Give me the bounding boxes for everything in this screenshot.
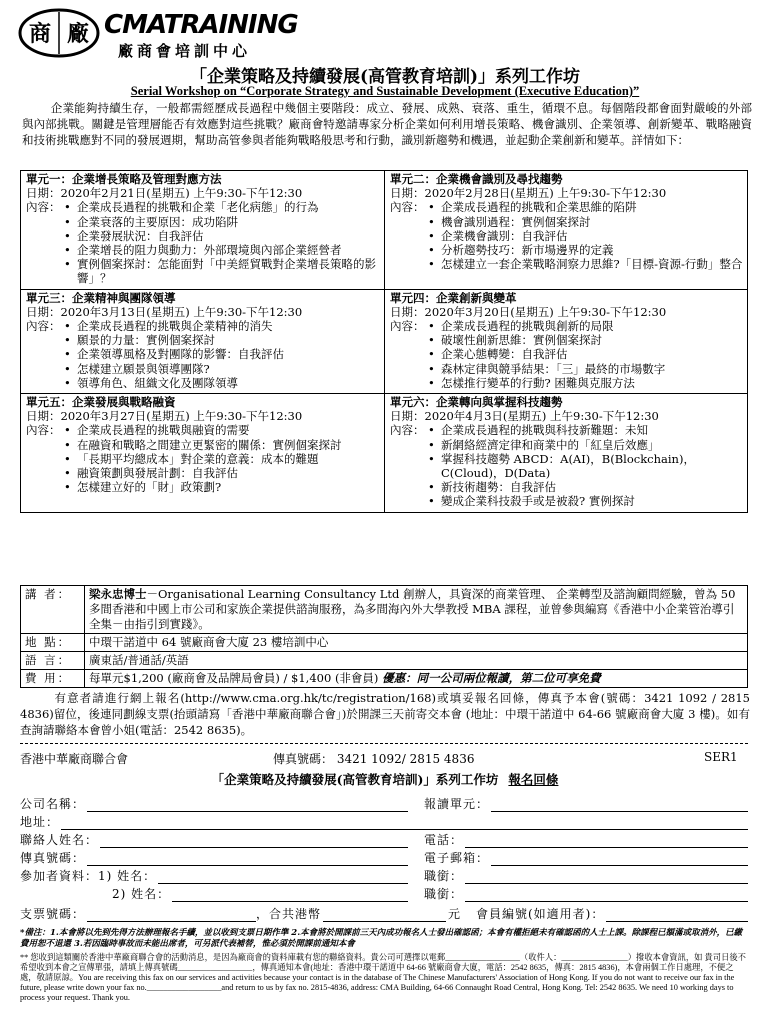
address-field[interactable] [20,814,748,830]
unit-item: • 願景的力量：實例個案探討 [62,333,284,347]
language-row [21,652,747,670]
remarks-note: *備注：1.本會將以先到先得方法辦理報名手續，並以收到支票日期作準 2.本會將於開課前三天內成功報名人士發出確認函；本會有權拒絕未有確認函的人士上課。除課程已額滿或取消外，已繳費用恕不退還 3.若因臨時事故而未能出席者，可另派代表補替，惟必須於開課前通知本會 [20,928,743,949]
participant1-title-field[interactable] [424,868,748,884]
fee-value [85,670,747,687]
unit-cell [21,290,384,393]
units-row [21,171,747,290]
speaker-name: 梁永忠博士 [89,587,147,601]
unit-title: 單元六：企業轉向與掌握科技趨勢 [390,395,563,410]
unit-item: • 企業成長過程的挑戰與創新的局限 [426,319,665,333]
total-field[interactable] [256,906,446,922]
phone-label: 電話： [424,833,464,847]
contact-input-line[interactable] [100,835,408,848]
unit-item: • 企業成長過程的挑戰與科技新難題：未知 [426,423,743,437]
email-input-line[interactable] [491,853,748,866]
page-title: 「企業策略及持續發展(高管教育培訓)」系列工作坊 [189,67,581,87]
header [18,8,298,60]
unit-cell [384,171,747,289]
unit-label: 報讀單元： [424,797,490,811]
unit-item: • 領導角色、組織文化及團隊領導 [62,376,284,390]
unit-input-line[interactable] [491,799,748,812]
page-subtitle: Serial Workshop on “Corporate Strategy and Sustainable Development (Executive Education)” [130,84,640,98]
units-row [21,394,747,512]
unit-item: • 企業領導風格及對團隊的影響：自我評估 [62,347,284,361]
form-code: SER1 [704,750,738,764]
participant1-input-line[interactable] [158,871,408,884]
cheque-field[interactable] [20,906,256,922]
fee-label: 費 用： [21,670,85,687]
participant2-input-line[interactable] [172,889,408,902]
address-label: 地址： [20,815,60,829]
unit-item: • 怎樣推行變革的行動? 困難與克服方法 [426,376,665,390]
company-label: 公司名稱： [20,797,86,811]
unit-item: • 怎樣建立好的「財」政策劃? [62,480,342,494]
unit-item-list [426,423,743,508]
fax-field[interactable] [20,850,408,866]
units-grid [20,170,748,513]
unit-cell [21,394,384,512]
unit-item: • 森林定律與競爭結果：「三」最終的市場數字 [426,362,665,376]
language-label: 語 言： [21,652,85,669]
fee-row [21,670,747,687]
unit-item: • 融資策劃與發展計劃：自我評估 [62,466,342,480]
svg-text:廠: 廠 [66,21,90,47]
participant1-title-input-line[interactable] [465,871,748,884]
unit-item: • 企業機會識別：自我評估 [426,229,742,243]
participant1-label: 參加者資料：1) 姓名： [20,869,157,883]
participant1-field[interactable] [20,868,408,884]
unit-content [26,423,380,494]
speaker-row [21,586,747,634]
fee-offer: 優惠：同一公司兩位報讀，第二位可享免費 [382,671,601,685]
form-fax: 傳真號碼： 3421 1092/ 2815 4836 [273,752,475,766]
fax-disclaimer: ** 您收到這類關於香港中華廠商聯合會的活動消息，是因為廠商會的資料庫載有您的聯絡資料。貴公司可選擇以電郵__________________（收件人：________________）撥收本會資訊，如 貴司日後不希望收到本會之宣傳單張，請填上傳真號碼__________________，傳真通知本會(地址：香港中環干諾道中 64-66 號廠商會大廈，電話：2542 8635，傳真：2815 4836)，本會兩個工作日處理，不便之處，敬請原諒。You are receiving this fax on our services and activities because your contact is in the database of The Chinese Manufacturers' Association of Hong Kong. If you do not want to receive our fax in the future, please write down your fax no.__________________and return to us by fax no. 2815-4836, address: CMA Building, 64-66 Connaught Road Central, Hong Kong. Tel: 2542 8635. We need 10 working days to process your request. Thank you. [20,953,746,1002]
unit-content-label: 內容： [26,200,61,215]
unit-field[interactable] [424,796,748,812]
email-field[interactable] [424,850,748,866]
unit-item: • 「長期平均總成本」對企業的意義：成本的難題 [62,452,342,466]
unit-content-label: 內容： [26,423,61,438]
unit-cell [384,290,747,393]
contact-label: 聯絡人姓名： [20,833,99,847]
unit-title: 單元三：企業精神與團隊領導 [26,290,176,305]
participant2-title-input-line[interactable] [465,889,748,902]
unit-content [390,319,743,390]
unit-item: • 怎樣建立願景與領導團隊? [62,362,284,376]
unit-item: • 實例個案探討：怎能面對「中美經貿戰對企業增長策略的影響」？ [62,257,380,285]
unit-content-label: 內容： [390,200,425,215]
speaker-label: 講 者： [21,586,85,633]
email-label: 電子郵箱： [424,851,490,865]
cheque-input-line[interactable] [87,909,256,922]
unit-item: • 企業心態轉變：自我評估 [426,347,665,361]
form-header [20,750,750,766]
unit-content [390,200,743,271]
unit-date: 日期：2020年2月28日(星期五) 上午9:30-下午12:30 [390,186,667,201]
unit-title: 單元五：企業發展與戰略融資 [26,395,176,410]
fee-amount: 每單元$1,200 (廠商會及品牌局會員) / $1,400 (非會員) [89,671,383,685]
venue-label: 地 點： [21,634,85,651]
unit-cell [384,394,747,512]
participant2-title-field[interactable] [424,886,748,902]
dollar-label: 元 [448,907,462,921]
unit-item: • 企業發展狀況：自我評估 [62,229,380,243]
unit-content-label: 內容： [26,319,61,334]
unit-title: 單元四：企業創新與變革 [390,290,517,305]
cheque-label: 支票號碼： [20,907,86,921]
unit-content [390,423,743,508]
unit-date: 日期：2020年3月20日(星期五) 上午9:30-下午12:30 [390,304,667,319]
unit-item: • 新網絡經濟定律和商業中的「紅皇后效應」 [426,438,743,452]
unit-item: • 掌握科技趨勢 ABCD：A(AI)，B(Blockchain)，C(Cloud)，D(Data) [426,452,743,480]
unit-item: • 企業增長的阻力與動力：外部環境與內部企業經營者 [62,243,380,257]
speaker-bio: －Organisational Learning Consultancy Ltd 創辦人，具資深的商業管理、 企業轉型及諮詢顧問經驗，曾為 50 多間香港和中國上市公司和家族企業提供諮詢服務，為多間海內外大學教授 MBA 課程，並曾參與編寫《香港中小企業管治導引全集－由指引到實踐》。 [89,587,736,631]
member-label: 會員編號(如適用者)： [476,907,605,921]
language-value: 廣東話/普通話/英語 [89,653,189,667]
form-title [0,770,770,788]
phone-input-line[interactable] [465,835,748,848]
brand-name: CMATRAINING [104,10,298,40]
total-input-line[interactable] [323,909,446,922]
unit-item-list [426,200,742,271]
unit-date: 日期：2020年2月21日(星期五) 上午9:30-下午12:30 [26,186,303,201]
svg-text:商: 商 [28,21,52,47]
unit-item: • 企業成長過程的挑戰與融資的需要 [62,423,342,437]
unit-item: • 在融資和戰略之間建立更緊密的關係：實例個案探討 [62,438,342,452]
fax-label: 傳真號碼： [20,851,86,865]
form-org: 香港中華廠商聯合會 [20,752,129,766]
participant2-label: 2) 姓名： [112,887,171,901]
form-reply-label: 報名回條 [508,772,559,787]
unit-title: 單元二：企業機會識別及尋找趨勢 [390,172,563,186]
unit-item: • 怎樣建立一套企業戰略洞察力思維?「目標-資源-行動」整合 [426,257,742,271]
dollar-unit [448,906,470,922]
unit-item: • 機會識別過程：實例個案探討 [426,215,742,229]
enrollment-paragraph: 有意者請進行網上報名(http://www.cma.org.hk/tc/registration/168)或填妥報名回條，傳真予本會(號碼：3421 1092 / 2815 4836)留位，後連同劃線支票(抬頭請寫「香港中華廠商聯合會」)於開課三天前寄交本會 (地址：中環干諾道中 64-66 號廠商會大廈 3 樓)。如有查詢請聯絡本會曾小姐(電話：2542 8635)。 [20,691,750,737]
unit-content-label: 內容： [390,423,425,438]
unit-item: • 新技術趨勢：自我評估 [426,480,743,494]
unit-item: • 企業成長過程的挑戰和企業思維的陷阱 [426,200,742,214]
cma-seal-logo [18,8,100,58]
total-label: ，合共港幣 [256,907,322,921]
unit-date: 日期：2020年4月3日(星期五) 上午9:30-下午12:30 [390,409,659,424]
venue-row [21,634,747,652]
unit-date: 日期：2020年3月27日(星期五) 上午9:30-下午12:30 [26,409,303,424]
participant2-field[interactable] [112,886,408,902]
unit-item: • 企業衰落的主要原因：成功陷阱 [62,215,380,229]
intro-paragraph: 企業能夠持續生存，一般都需經歷成長過程中幾個主要階段：成立、發展、成熟、衰落、重生，循環不息。每個階段都會面對嚴峻的外部與內部挑戰。關鍵是管理層能否有效應對這些挑戰？廠商會特邀請專家分析企業如何利用增長策略、機會識別、企業領導、創新變革、戰略融資和技術挑戰應對不同的發展週期，幫助高管參與者能夠戰略般思考和行動，識別新趨勢和機遇，並起動企業創新和變革。詳情如下： [22,101,752,147]
address-input-line[interactable] [61,817,748,830]
unit-date: 日期：2020年3月13日(星期五) 上午9:30-下午12:30 [26,304,303,319]
unit-item: • 分析趨勢技巧：新市場邊界的定義 [426,243,742,257]
fax-input-line[interactable] [87,853,408,866]
unit-item-list [62,423,342,494]
unit-item: • 企業成長過程的挑戰和企業「老化病態」的行為 [62,200,380,214]
unit-content-label: 內容： [390,319,425,334]
venue-value: 中環干諾道中 64 號廠商會大廈 23 樓培訓中心 [89,635,329,649]
member-input-line[interactable] [606,909,748,922]
unit-item-list [62,319,284,390]
unit-title: 單元一：企業增長策略及管理對應方法 [26,172,222,186]
contact-field[interactable] [20,832,408,848]
unit-content [26,319,380,390]
company-field[interactable] [20,796,408,812]
unit-content [26,200,380,285]
brand-subtitle: 廠商會培訓中心 [118,42,252,60]
member-field[interactable] [476,906,748,922]
phone-field[interactable] [424,832,748,848]
unit-item: • 變成企業科技殺手或是被殺? 實例探討 [426,494,743,508]
cut-line-divider [20,743,748,744]
participant2-title-label: 職銜： [424,887,464,901]
form-title-text: 「企業策略及持續發展(高管教育培訓)」系列工作坊 [211,772,499,787]
speaker-value [85,586,747,633]
company-input-line[interactable] [87,799,408,812]
unit-item-list [62,200,380,285]
unit-item: • 破壞性創新思維：實例個案探討 [426,333,665,347]
participant1-title-label: 職銜： [424,869,464,883]
unit-item: • 企業成長過程的挑戰與企業精神的消失 [62,319,284,333]
info-table [20,585,748,688]
units-row [21,290,747,394]
unit-cell [21,171,384,289]
unit-item-list [426,319,665,390]
